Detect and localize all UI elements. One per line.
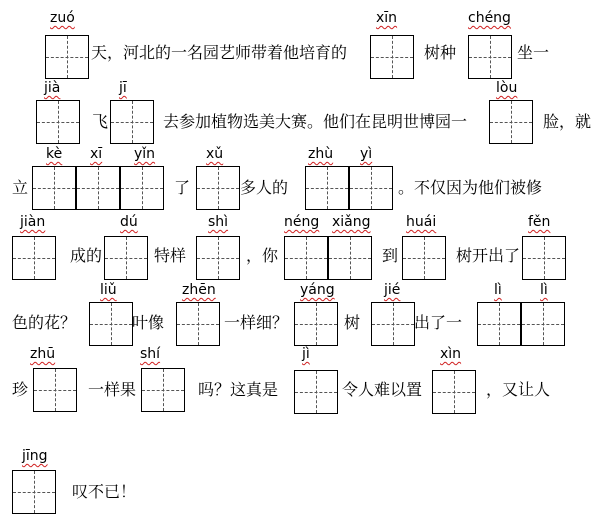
sentence-text: 了 [174, 178, 191, 197]
pinyin-shi-2: shí [140, 346, 161, 362]
sentence-text: ，你 [246, 246, 279, 265]
sentence-text: 坐一 [517, 43, 550, 62]
char-box[interactable] [371, 302, 415, 346]
pinyin-cheng: chéng [468, 10, 511, 26]
char-box[interactable] [521, 302, 565, 346]
char-box[interactable] [402, 236, 446, 280]
char-box[interactable] [432, 370, 476, 414]
char-box[interactable] [196, 166, 240, 210]
pinyin-fen: fěn [528, 214, 551, 230]
sentence-text: 特样 [154, 246, 187, 265]
sentence-text: 。不仅因为他们被修 [398, 178, 543, 197]
sentence-text: 天，河北的一名园艺师带着他培育的 [91, 43, 348, 62]
sentence-text: 一样细？ [224, 313, 289, 332]
char-box[interactable] [89, 302, 133, 346]
char-box[interactable] [36, 100, 80, 144]
pinyin-yi: yì [360, 146, 373, 162]
char-box[interactable] [349, 166, 393, 210]
sentence-text: 多人的 [240, 178, 289, 197]
sentence-text: 立 [12, 178, 29, 197]
char-box[interactable] [522, 236, 566, 280]
pinyin-zuo: zuó [50, 10, 75, 26]
char-box[interactable] [305, 166, 349, 210]
sentence-text: ，又让人 [486, 380, 551, 399]
char-box[interactable] [489, 100, 533, 144]
sentence-text: 成的 [70, 246, 103, 265]
char-box[interactable] [370, 35, 414, 79]
char-box[interactable] [284, 236, 328, 280]
pinyin-du: dú [120, 214, 138, 230]
sentence-text: 吗？这真是 [198, 380, 279, 399]
char-box[interactable] [33, 368, 77, 412]
pinyin-li-2: lì [540, 282, 548, 298]
sentence-text: 脸，就 [543, 112, 592, 131]
pinyin-jia: jià [44, 80, 61, 96]
sentence-text: 叹不已！ [72, 482, 137, 501]
sentence-text: 出了一 [414, 313, 463, 332]
pinyin-xin-2: xìn [440, 346, 462, 362]
char-box[interactable] [45, 35, 89, 79]
pinyin-neng: néng [284, 214, 320, 230]
sentence-text: 到 [382, 246, 399, 265]
pinyin-jian: jiàn [20, 214, 46, 230]
char-box[interactable] [468, 35, 512, 79]
sentence-text: 树种 [424, 43, 457, 62]
pinyin-jing: jīng [22, 448, 48, 464]
sentence-text: 色的花？ [12, 313, 77, 332]
sentence-text: 树开出了 [456, 246, 521, 265]
char-box[interactable] [76, 166, 120, 210]
pinyin-xu: xǔ [206, 146, 224, 162]
pinyin-liu: liǔ [100, 282, 117, 298]
pinyin-zhen: zhēn [182, 282, 216, 298]
char-box[interactable] [12, 236, 56, 280]
char-box[interactable] [120, 166, 164, 210]
char-box[interactable] [294, 302, 338, 346]
pinyin-xin: xīn [376, 10, 398, 26]
pinyin-xi: xī [90, 146, 103, 162]
sentence-text: 一样果 [88, 380, 137, 399]
char-box[interactable] [12, 470, 56, 514]
char-box[interactable] [110, 100, 154, 144]
pinyin-ji: jī [119, 80, 127, 96]
pinyin-li-1: lì [494, 282, 502, 298]
pinyin-lou: lòu [496, 80, 518, 96]
sentence-text: 飞 [92, 112, 109, 131]
sentence-text: 去参加植物选美大赛。他们在昆明世博园一 [163, 112, 468, 131]
pinyin-jie: jié [384, 282, 401, 298]
sentence-text: 叶像 [132, 313, 165, 332]
char-box[interactable] [176, 302, 220, 346]
char-box[interactable] [141, 368, 185, 412]
char-box[interactable] [477, 302, 521, 346]
char-box[interactable] [196, 236, 240, 280]
sentence-text: 珍 [12, 380, 29, 399]
char-box[interactable] [32, 166, 76, 210]
pinyin-xiang: xiǎng [332, 214, 371, 230]
pinyin-zhu-2: zhū [30, 346, 56, 362]
char-box[interactable] [328, 236, 372, 280]
pinyin-ji-2: jì [302, 346, 310, 362]
char-box[interactable] [104, 236, 148, 280]
char-box[interactable] [294, 370, 338, 414]
pinyin-yang: yáng [300, 282, 335, 298]
pinyin-yin: yǐn [134, 146, 156, 162]
sentence-text: 树 [344, 313, 361, 332]
pinyin-zhu: zhù [308, 146, 334, 162]
pinyin-huai: huái [406, 214, 437, 230]
pinyin-shi: shì [208, 214, 229, 230]
sentence-text: 令人难以置 [342, 380, 423, 399]
pinyin-ke: kè [46, 146, 63, 162]
